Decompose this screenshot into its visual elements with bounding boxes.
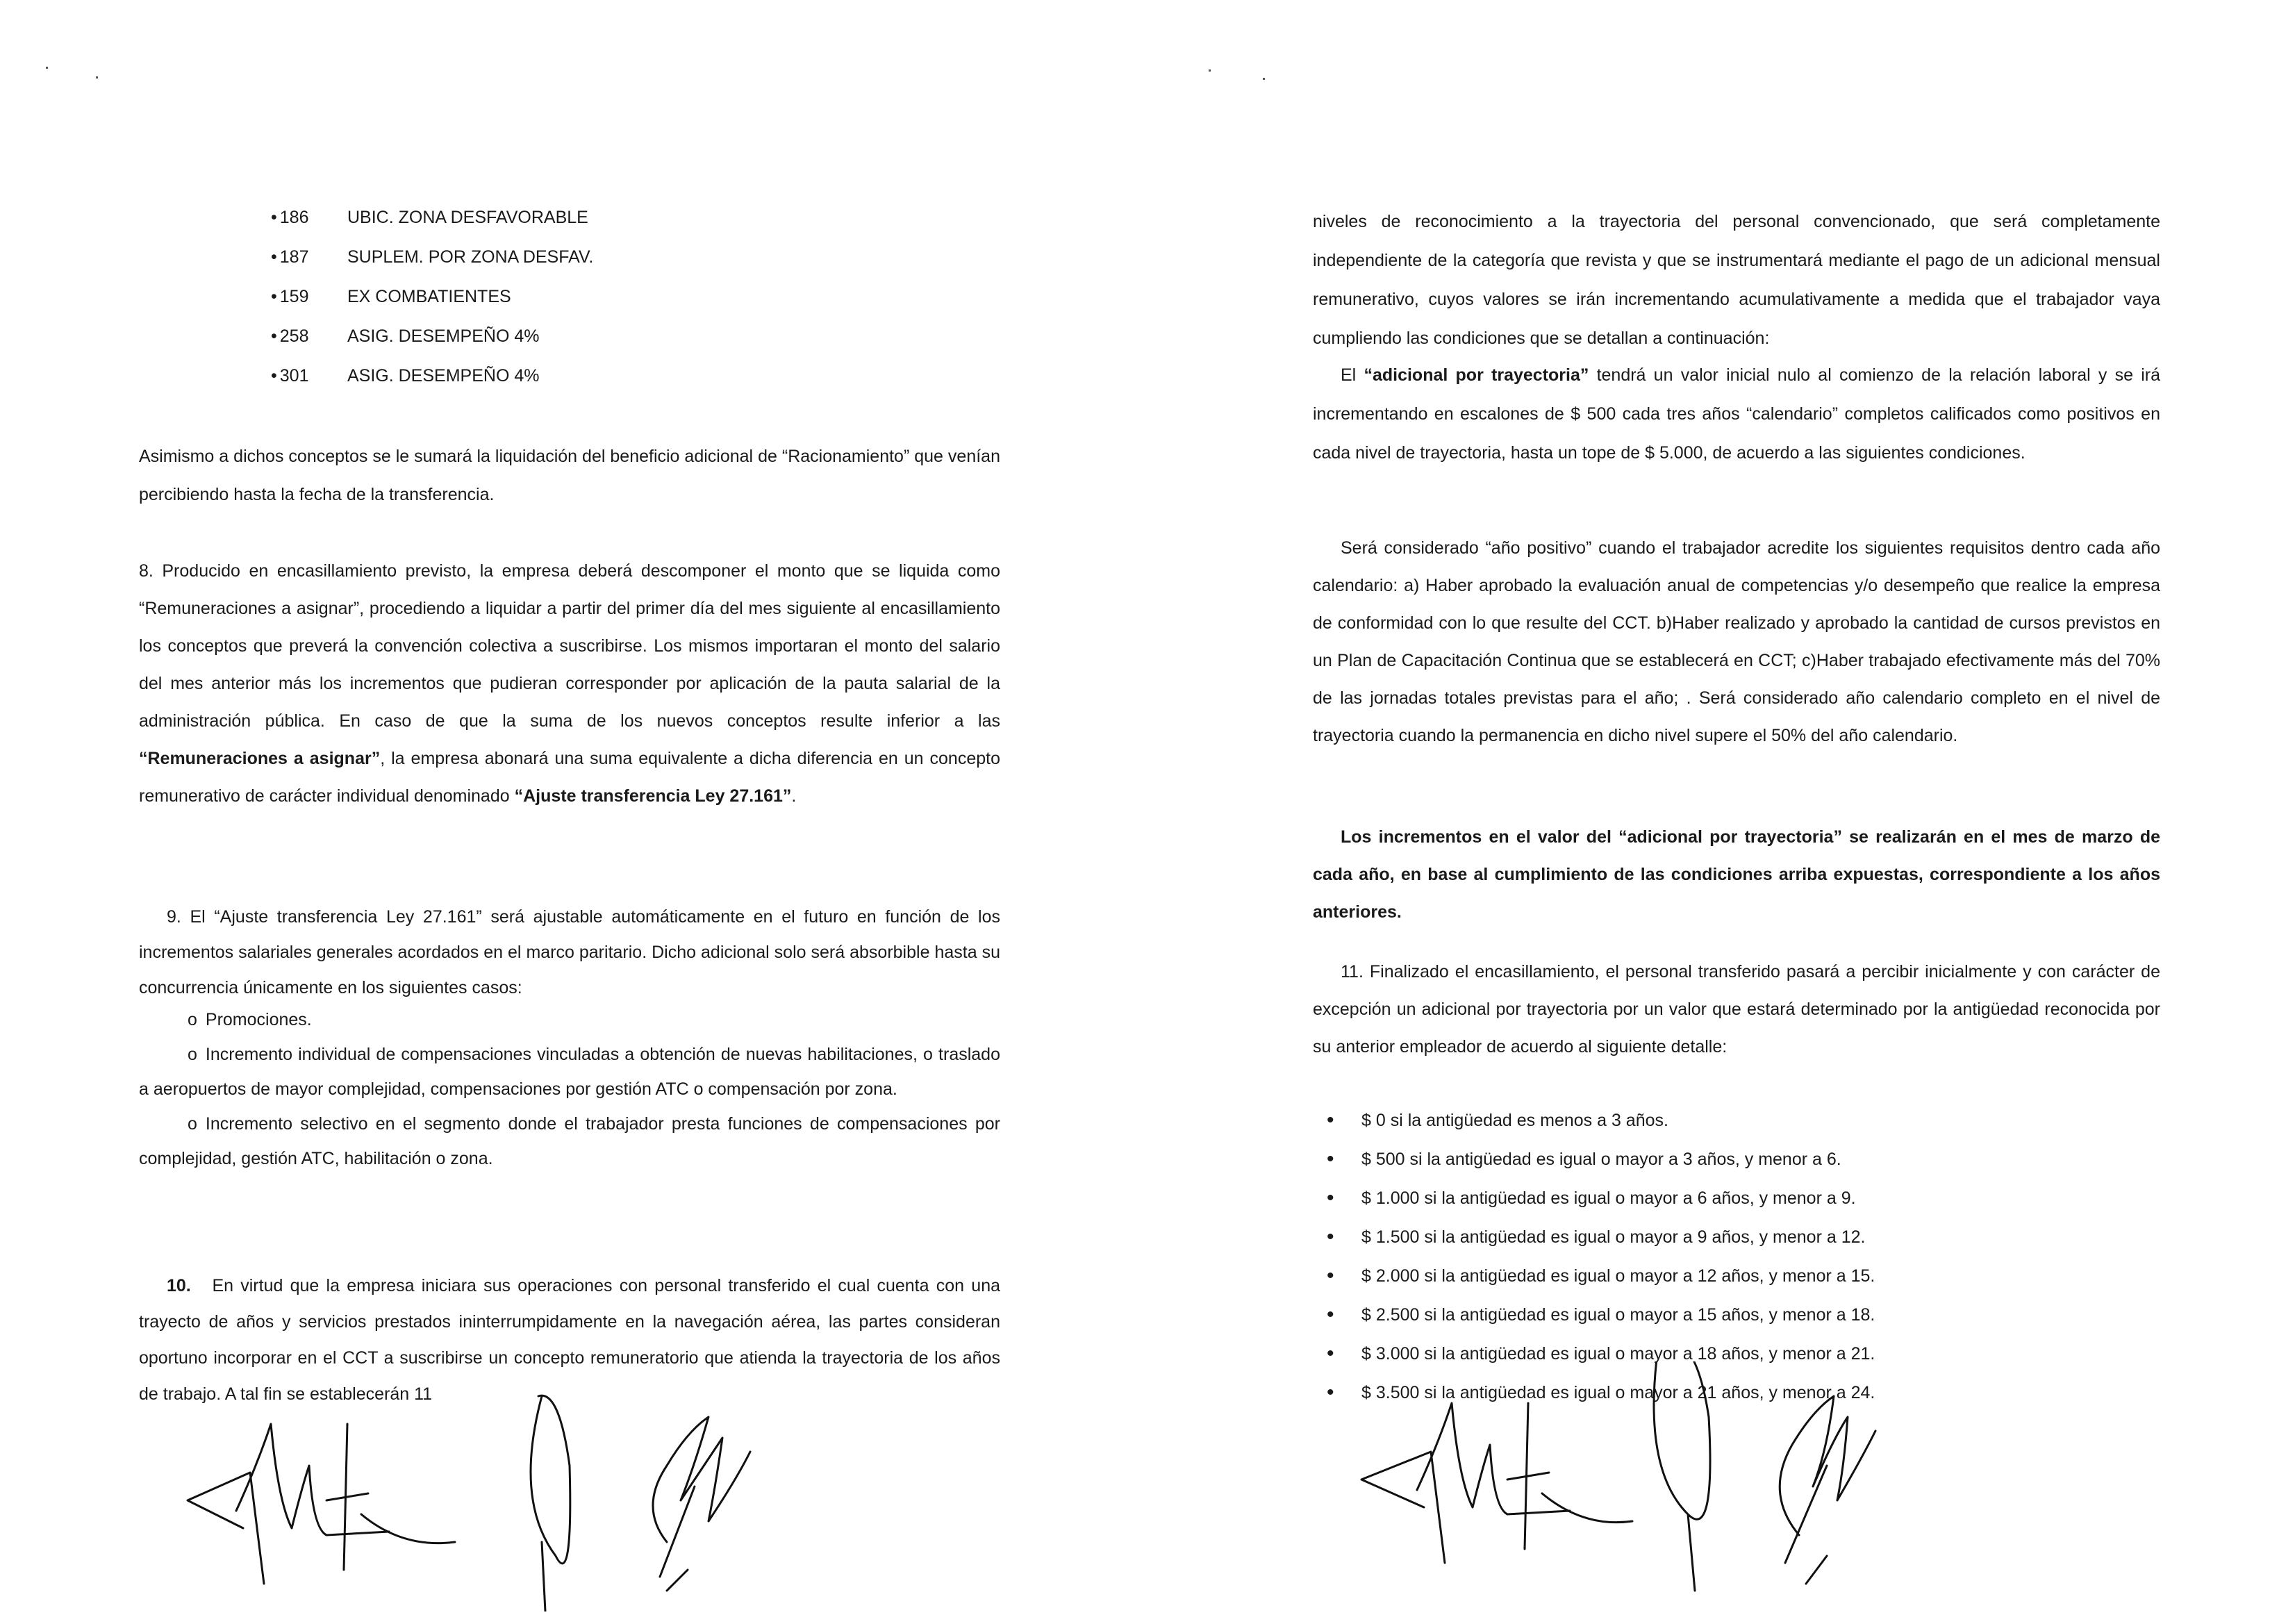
signature-1 xyxy=(188,1424,455,1584)
code-row: • 187 SUPLEM. POR ZONA DESFAV. xyxy=(271,247,594,267)
code-row: • 159 EX COMBATIENTES xyxy=(271,287,511,306)
scan-speck xyxy=(96,76,98,78)
scan-speck xyxy=(1209,69,1211,72)
list-item: • $ 3.500 si la antigüedad es igual o mayor a 21 años, y menor a 24. xyxy=(1313,1373,2160,1412)
paragraph-asimismo: Asimismo a dichos conceptos se le sumará la liquidación del beneficio adicional de “Racionamiento” que venían percibiendo hasta la fecha de la transferencia. xyxy=(139,447,1000,504)
signature-2 xyxy=(531,1395,570,1611)
code-row: • 301 ASIG. DESEMPEÑO 4% xyxy=(271,366,540,386)
signature-1 xyxy=(1361,1403,1632,1563)
code-row: • 258 ASIG. DESEMPEÑO 4% xyxy=(271,326,540,346)
absorption-cases xyxy=(139,1002,1000,1176)
paragraph-9: 9. El “Ajuste transferencia Ley 27.161” será ajustable automáticamente en el futuro en función de los incrementos salariales generales acordados en el marco paritario. Dicho adicional solo será absorbible hasta su concurrencia únicamente en los siguientes casos: xyxy=(139,907,1000,997)
paragraph-ano-positivo: Será considerado “año positivo” cuando el trabajador acredite los siguientes requisitos dentro cada año calendario: a) Haber aprobado la evaluación anual de competencias y/o desempeño que realice la empresa de conformidad con lo que resulte del CCT. b)Haber realizado y aprobado la cantidad de cursos previstos en un Plan de Capacitación Continua que se establecerá en CCT; c)Haber trabajado efectivamente más del 70% de las jornadas totales previstas para el año; . Será considerado año calendario completo en el nivel de trayectoria cuando la permanencia en dicho nivel supere el 50% del año calendario. xyxy=(1313,538,2160,745)
signatures-left xyxy=(181,1382,792,1611)
left-page xyxy=(139,0,1000,1624)
paragraph-10: 10. En virtud que la empresa iniciara sus operaciones con personal transferido el cual cuenta con una trayecto de años y servicios prestados ininterrumpidamente en la navegación aérea, las partes consideran oportuno incorporar en el CCT a suscribirse un concepto remuneratorio que atienda la trayectoria de los años de trabajo. A tal fin se establecerán 11 xyxy=(139,1276,1000,1404)
code-row: • 186 UBIC. ZONA DESFAVORABLE xyxy=(271,208,588,227)
scan-speck xyxy=(46,67,48,69)
case-item: o Promociones. xyxy=(188,1010,312,1029)
list-item: • $ 2.000 si la antigüedad es igual o mayor a 12 años, y menor a 15. xyxy=(1313,1257,2160,1295)
paragraph-11: 11. Finalizado el encasillamiento, el personal transferido pasará a percibir inicialmente y con carácter de excepción un adicional por trayectoria por un valor que estará determinado por la antigüedad reconocida por su anterior empleador de acuerdo al siguiente detalle: xyxy=(1313,962,2160,1057)
list-item: • $ 2.500 si la antigüedad es igual o mayor a 15 años, y menor a 18. xyxy=(1313,1295,2160,1334)
paragraph-incrementos: Los incrementos en el valor del “adicional por trayectoria” se realizarán en el mes de marzo de cada año, en base al cumplimiento de las condiciones arriba expuestas, correspondiente a los años anteriores. xyxy=(1313,827,2160,922)
list-item: • $ 1.500 si la antigüedad es igual o mayor a 9 años, y menor a 12. xyxy=(1313,1218,2160,1257)
list-item: • $ 3.000 si la antigüedad es igual o mayor a 18 años, y menor a 21. xyxy=(1313,1334,2160,1373)
case-item: o Incremento individual de compensaciones vinculadas a obtención de nuevas habilitaciones, o traslado a aeropuertos de mayor complejidad, compensaciones por gestión ATC o compensación por zona. xyxy=(139,1045,1000,1099)
signature-3 xyxy=(1780,1396,1875,1584)
paragraph-8: 8. Producido en encasillamiento previsto, la empresa deberá descomponer el monto que se liquida como “Remuneraciones a asignar”, procediendo a liquidar a partir del primer día del mes siguiente al encasillamiento los conceptos que preverá la convención colectiva a suscribirse. Los mismos importaran el monto del salario del mes anterior más los incrementos que pudieran corresponder por aplicación de la pauta salarial de la administración pública. En caso de que la suma de los nuevos conceptos resulte inferior a las “Remuneraciones a asignar”, la empresa abonará una suma equivalente a dicha diferencia en un concepto remunerativo de carácter individual denominado “Ajuste transferencia Ley 27.161”. xyxy=(139,561,1000,806)
case-item: o Incremento selectivo en el segmento donde el trabajador presta funciones de compensaciones por complejidad, gestión ATC, habilitación o zona. xyxy=(139,1114,1000,1168)
signatures-right xyxy=(1348,1361,1973,1605)
list-item: • $ 1.000 si la antigüedad es igual o mayor a 6 años, y menor a 9. xyxy=(1313,1179,2160,1218)
list-item: • $ 0 si la antigüedad es menos a 3 años. xyxy=(1313,1101,2160,1140)
paragraph-adicional: El “adicional por trayectoria” tendrá un valor inicial nulo al comienzo de la relación laboral y se irá incrementando en escalones de $ 500 cada tres años “calendario” completos calificados como positivos en cada nivel de trayectoria, hasta un tope de $ 5.000, de acuerdo a las siguientes condiciones. xyxy=(1313,365,2160,463)
scan-speck xyxy=(1263,78,1265,80)
concept-code-list xyxy=(271,198,593,396)
list-item: • $ 500 si la antigüedad es igual o mayor a 3 años, y menor a 6. xyxy=(1313,1140,2160,1179)
signature-2 xyxy=(1654,1361,1710,1591)
signature-3 xyxy=(653,1417,750,1591)
paragraph-niveles: niveles de reconocimiento a la trayectoria del personal convencionado, que será completamente independiente de la categoría que revista y que se instrumentará mediante el pago de un adicional mensual remunerativo, cuyos valores se irán incrementando acumulativamente a medida que el trabajador vaya cumpliendo las condiciones que se detallan a continuación: xyxy=(1313,212,2160,348)
